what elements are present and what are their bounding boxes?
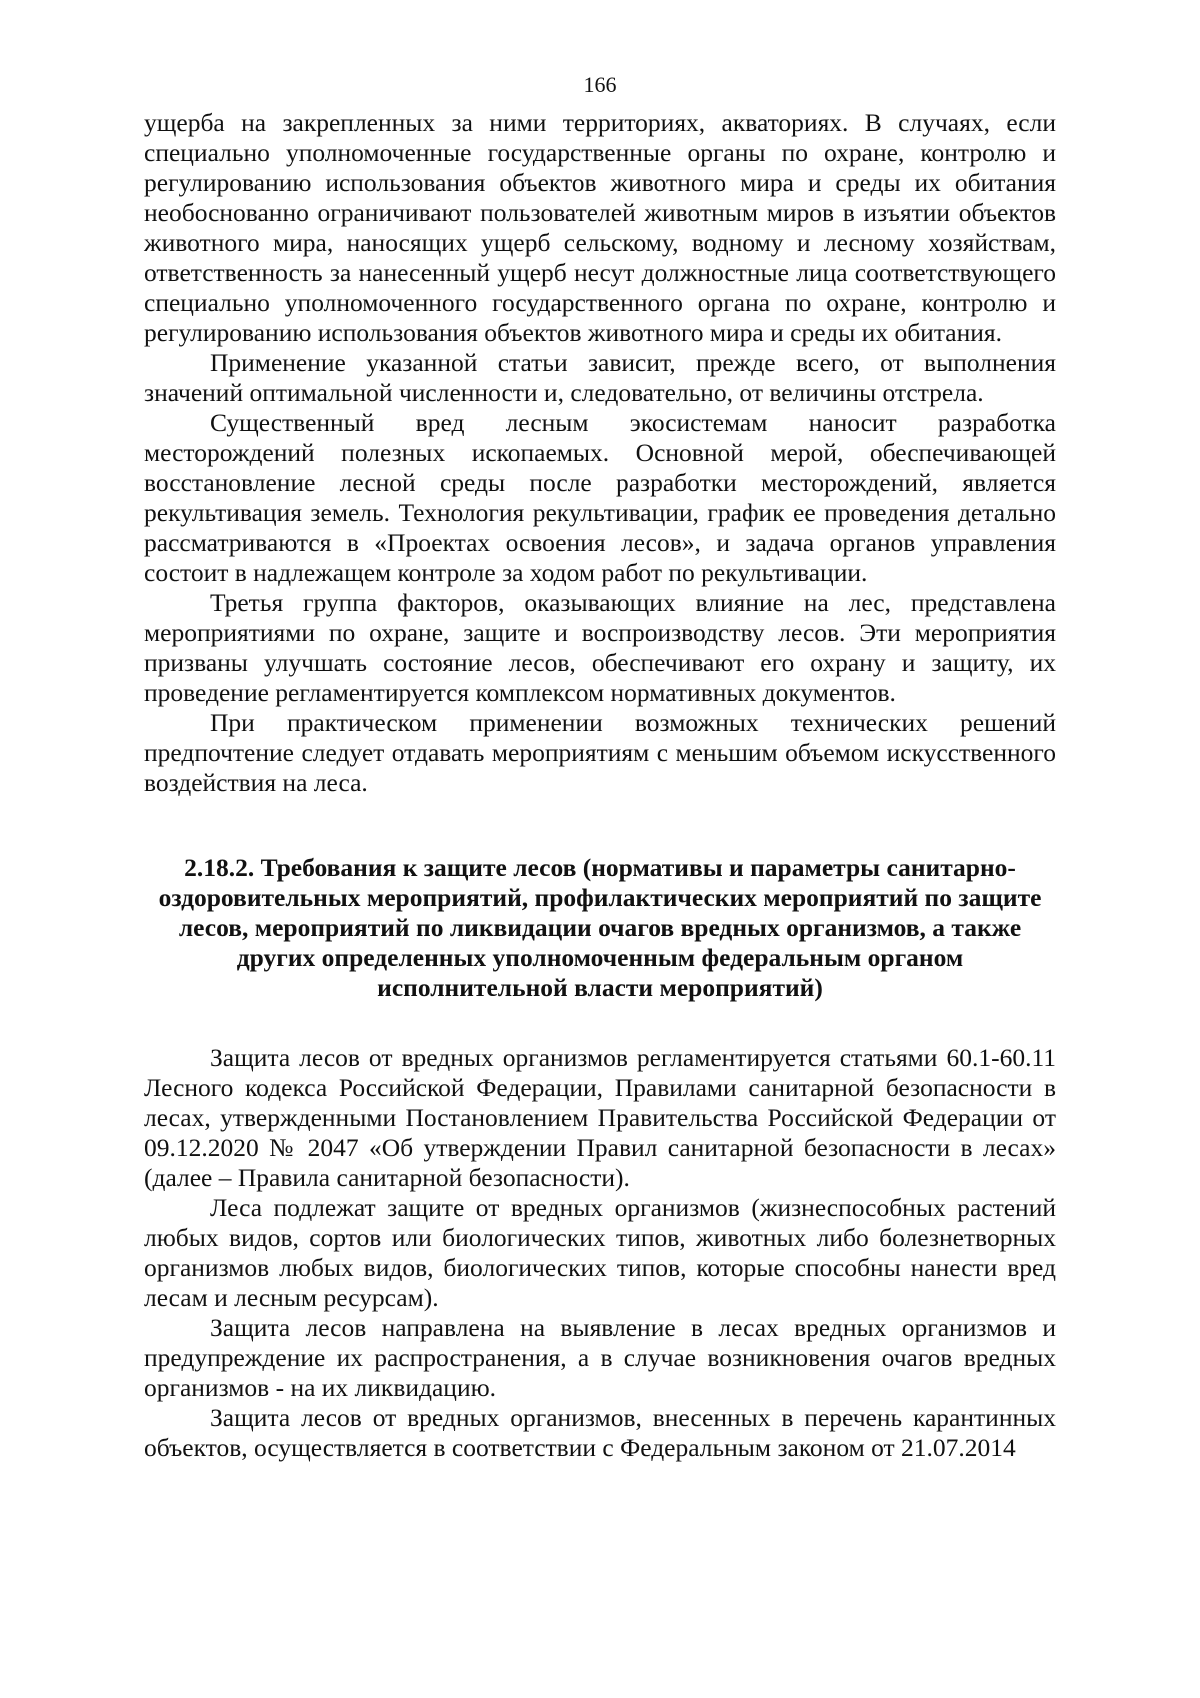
paragraph: При практическом применении возможных технических решений предпочтение следует отдавать мероприятиям с меньшим объемом искусственного воздействия на леса.	[144, 708, 1056, 797]
paragraph: Существенный вред лесным экосистемам наносит разработка месторождений полезных ископаемых. Основной мерой, обеспечивающей восстановление лесной среды после разработки месторождений, является рекультивация земель. Технология рекультивации, график ее проведения детально рассматриваются в «Проектах освоения лесов», и задача органов управления состоит в надлежащем контроле за ходом работ по рекультивации.	[144, 408, 1056, 587]
paragraph: Леса подлежат защите от вредных организмов (жизнеспособных растений любых видов, сортов или биологических типов, животных либо болезнетворных организмов любых видов, биологических типов, которые способны нанести вред лесам и лесным ресурсам).	[144, 1193, 1056, 1312]
paragraph: Применение указанной статьи зависит, прежде всего, от выполнения значений оптимальной численности и, следовательно, от величины отстрела.	[144, 348, 1056, 407]
text-block-top	[144, 108, 1056, 798]
paragraph: Защита лесов от вредных организмов, внесенных в перечень карантинных объектов, осуществляется в соответствии с Федеральным законом от 21.07.2014	[144, 1403, 1056, 1462]
paragraph: Третья группа факторов, оказывающих влияние на лес, представлена мероприятиями по охране, защите и воспроизводству лесов. Эти мероприятия призваны улучшать состояние лесов, обеспечивают его охрану и защиту, их проведение регламентируется комплексом нормативных документов.	[144, 588, 1056, 707]
section-heading: 2.18.2. Требования к защите лесов (нормативы и параметры санитарно-оздоровительных мероприятий, профилактических мероприятий по защите лесов, мероприятий по ликвидации очагов вредных организмов, а также других определенных уполномоченным федеральным органом исполнительной власти мероприятий)	[158, 853, 1042, 1002]
text-block-bottom	[144, 1043, 1056, 1463]
paragraph: Защита лесов направлена на выявление в лесах вредных организмов и предупреждение их распространения, а в случае возникновения очагов вредных организмов - на их ликвидацию.	[144, 1313, 1056, 1402]
page-number: 166	[583, 72, 617, 97]
paragraph: ущерба на закрепленных за ними территориях, акваториях. В случаях, если специально уполномоченные государственные органы по охране, контролю и регулированию использования объектов животного мира и среды их обитания необоснованно ограничивают пользователей животным миров в изъятии объектов животного мира, наносящих ущерб сельскому, водному и лесному хозяйствам, ответственность за нанесенный ущерб несут должностные лица соответствующего специально уполномоченного государственного органа по охране, контролю и регулированию использования объектов животного мира и среды их обитания.	[144, 108, 1056, 347]
paragraph: Защита лесов от вредных организмов регламентируется статьями 60.1-60.11 Лесного кодекса Российской Федерации, Правилами санитарной безопасности в лесах, утвержденными Постановлением Правительства Российской Федерации от 09.12.2020 № 2047 «Об утверждении Правил санитарной безопасности в лесах» (далее – Правила санитарной безопасности).	[144, 1043, 1056, 1192]
